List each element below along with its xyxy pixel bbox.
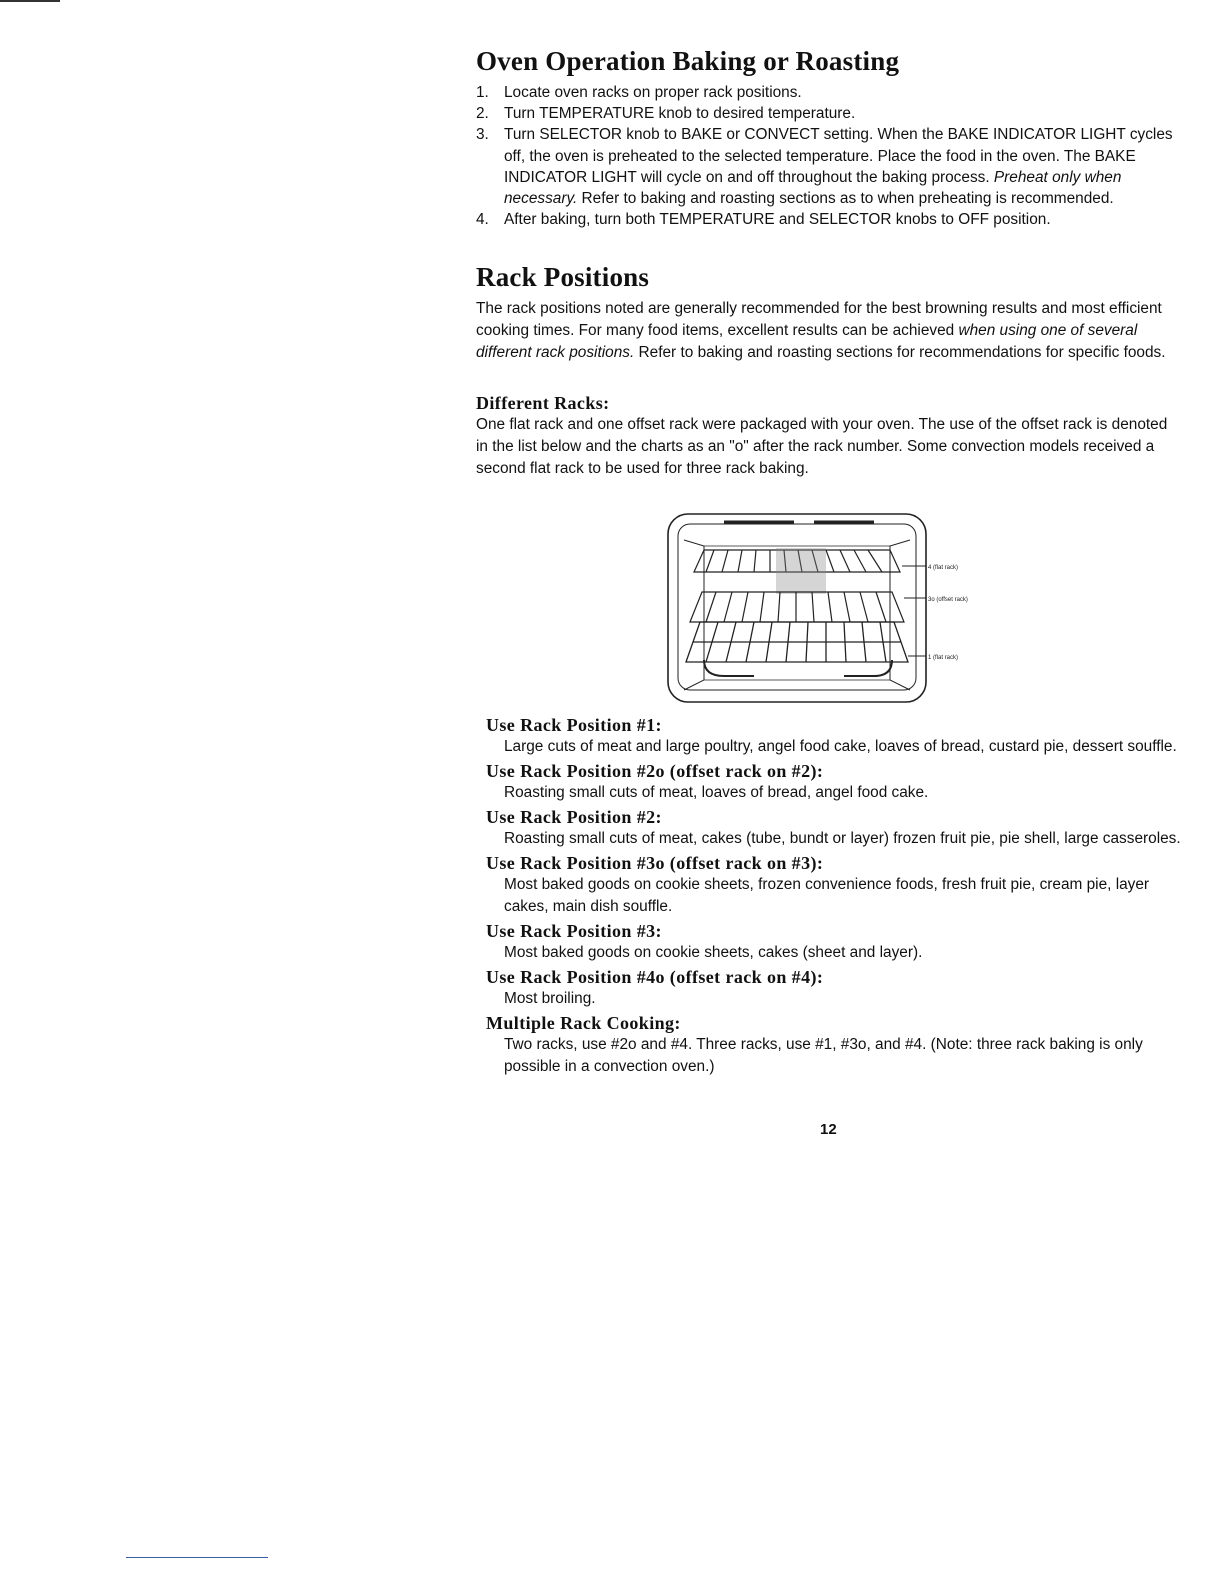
oven-operation-title: Oven Operation Baking or Roasting [476, 46, 900, 76]
step-item [476, 103, 1176, 124]
use-heading: Multiple Rack Cooking: [486, 1013, 681, 1033]
use-heading: Use Rack Position #2: [486, 807, 662, 827]
label-bottom-rack: 1 (flat rack) [928, 655, 959, 661]
list-item [486, 760, 1186, 804]
list-item [486, 714, 1186, 758]
para-part: The rack positions noted are generally recommended for the best browning results and most efficient cooking times. For many food items, excellent results can be achieved [476, 300, 1162, 340]
rack-shading [776, 548, 826, 594]
list-item [486, 852, 1186, 918]
step-number: 3. [476, 126, 489, 144]
rack-bottom-icon [686, 622, 908, 676]
rack-middle-icon [690, 592, 904, 622]
step-text: Turn TEMPERATURE knob to desired temperature. [504, 105, 856, 123]
use-heading: Use Rack Position #4o (offset rack on #4): [486, 967, 824, 987]
oven-operation-steps [476, 82, 1176, 230]
rack-positions-title: Rack Positions [476, 262, 650, 293]
label-middle-rack: 3o (offset rack) [928, 597, 968, 603]
step-item [476, 82, 1176, 103]
para-emphasis: when using one of several different rack positions. [476, 322, 1138, 362]
use-heading: Use Rack Position #1: [486, 715, 662, 735]
use-text: Most baked goods on cookie sheets, frozen convenience foods, fresh fruit pie, cream pie, layer cakes, main dish souffle. [504, 876, 1150, 915]
different-racks-text: One flat rack and one offset rack were packaged with your oven. The use of the offset rack is denoted in the list below and the charts as an "o" after the rack number. Some convection models received a second flat rack to be used for three rack baking. [476, 416, 1168, 478]
use-text: Roasting small cuts of meat, cakes (tube, bundt or layer) frozen fruit pie, pie shell, large casseroles. [504, 830, 1181, 847]
oven-cavity-icon [668, 514, 926, 702]
step-item [476, 209, 1176, 230]
rack-use-list [486, 714, 1186, 1080]
use-text: Most broiling. [504, 990, 596, 1007]
step-number: 1. [476, 84, 489, 101]
step-text-emphasis: Preheat only when necessary. [504, 168, 1122, 208]
use-text: Large cuts of meat and large poultry, angel food cake, loaves of bread, custard pie, dessert souffle. [504, 738, 1177, 755]
use-text: Two racks, use #2o and #4. Three racks, use #1, #3o, and #4. (Note: three rack baking is only possible in a convection oven.) [504, 1036, 1143, 1075]
use-heading: Use Rack Position #3: [486, 921, 662, 941]
step-text: Locate oven racks on proper rack positions. [504, 84, 802, 101]
step-number: 4. [476, 211, 489, 229]
use-heading: Use Rack Position #3o (offset rack on #3): [486, 853, 824, 873]
step-text-part: Refer to baking and roasting sections as to when preheating is recommended. [577, 190, 1114, 208]
list-item [486, 920, 1186, 964]
use-text: Roasting small cuts of meat, loaves of bread, angel food cake. [504, 784, 929, 801]
para-part: Refer to baking and roasting sections for recommendations for specific foods. [634, 344, 1166, 362]
scan-corner-mark [0, 0, 60, 2]
rack-positions-paragraph [476, 298, 1176, 364]
list-item [486, 806, 1186, 850]
leader-lines [902, 566, 926, 656]
page-content [476, 44, 1176, 480]
use-text: Most baked goods on cookie sheets, cakes (sheet and layer). [504, 944, 923, 961]
step-text: After baking, turn both TEMPERATURE and SELECTOR knobs to OFF position. [504, 211, 1051, 229]
different-racks-heading: Different Racks: [476, 393, 610, 414]
step-text-part: Turn SELECTOR knob to BAKE or CONVECT setting. When the BAKE INDICATOR LIGHT cycles off, the oven is preheated to the selected temperature. Place the food in the oven. The BAKE INDICATOR LIGHT will cycle on and off throughout the baking process. [504, 126, 1173, 186]
oven-rack-diagram [664, 510, 1014, 708]
step-text [504, 124, 1176, 209]
list-item [486, 966, 1186, 1010]
list-item [486, 1012, 1186, 1078]
use-heading: Use Rack Position #2o (offset rack on #2): [486, 761, 824, 781]
scan-bottom-mark [126, 1557, 268, 1558]
step-number: 2. [476, 105, 489, 123]
label-top-rack: 4 (flat rack) [928, 565, 959, 571]
step-item [476, 124, 1176, 209]
page-number: 12 [820, 1121, 837, 1138]
